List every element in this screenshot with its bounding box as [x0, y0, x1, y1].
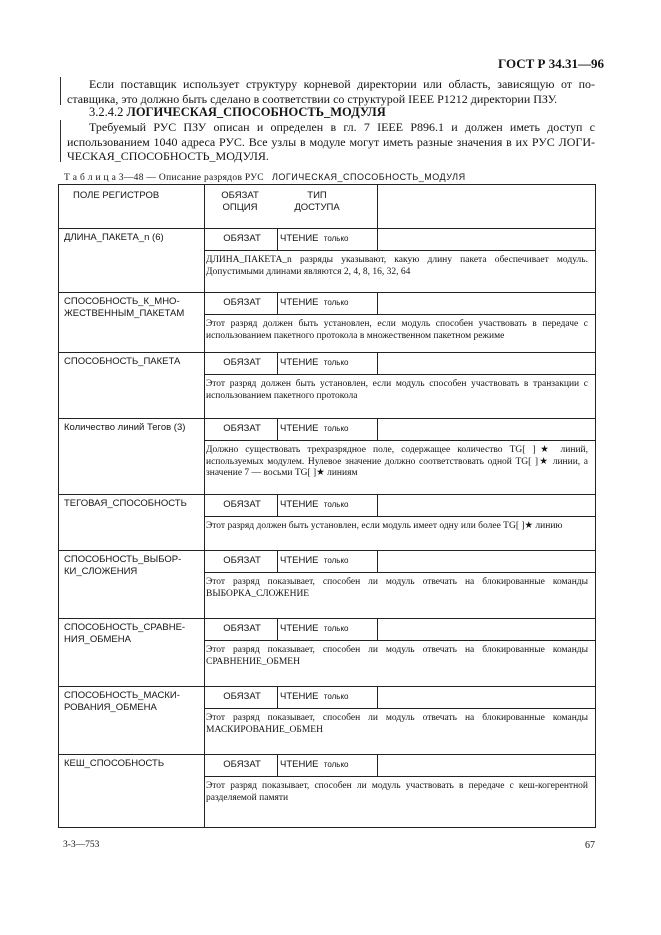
page-identifier: 3-3—753	[63, 840, 100, 850]
required-value: ОБЯЗАТ	[223, 623, 261, 634]
table-caption-label: Т а б л и ц а 3—48 — Описание разрядов РУС	[64, 173, 264, 183]
column-divider	[277, 292, 278, 314]
field-name-line: СПОСОБНОСТЬ_МАСКИ-	[64, 690, 180, 701]
access-type	[280, 623, 372, 634]
header-access-line-2: ДОСТУПА	[294, 202, 340, 213]
row-separator	[58, 418, 596, 419]
field-description: Этот разряд показывает, способен ли модуль участвовать в передаче с кеш-когерентной разделяемой памяти	[206, 781, 588, 803]
header-required-line-1: ОБЯЗАТ	[221, 190, 259, 201]
access-value: ЧТЕНИЕ	[280, 759, 319, 770]
required-value: ОБЯЗАТ	[223, 555, 261, 566]
column-divider	[377, 292, 378, 314]
access-value: ЧТЕНИЕ	[280, 233, 319, 244]
required-value: ОБЯЗАТ	[223, 233, 261, 244]
sub-row-separator	[204, 572, 596, 573]
access-type	[280, 499, 372, 510]
field-description: Этот разряд показывает, способен ли модуль отвечать на блокированные команды СРАВНЕНИЕ_ОБМЕН	[206, 645, 588, 667]
field-name-line: СПОСОБНОСТЬ_СРАВНЕ-	[64, 622, 186, 633]
column-divider	[277, 550, 278, 572]
field-name	[64, 690, 200, 713]
column-divider	[204, 352, 205, 418]
standard-code: ГОСТ Р 34.31—96	[498, 56, 604, 71]
field-name-line: Количество линий Тегов (3)	[64, 422, 186, 433]
field-name	[64, 758, 200, 770]
row-separator	[58, 618, 596, 619]
field-name	[64, 554, 200, 577]
row-separator	[58, 292, 596, 293]
header-access-line-1: ТИП	[307, 190, 327, 201]
sub-row-separator	[204, 776, 596, 777]
column-divider	[204, 418, 205, 494]
field-name-line: ДЛИНА_ПАКЕТА_n (6)	[64, 232, 164, 243]
field-name-line: НИЯ_ОБМЕНА	[64, 633, 131, 645]
required-value: ОБЯЗАТ	[223, 297, 261, 308]
field-name-line: СПОСОБНОСТЬ_ПАКЕТА	[64, 356, 181, 367]
sub-row-separator	[204, 440, 596, 441]
table-border	[58, 827, 596, 828]
column-divider	[277, 418, 278, 440]
access-value: ЧТЕНИЕ	[280, 555, 319, 566]
access-note: только	[323, 760, 349, 769]
column-divider	[277, 754, 278, 776]
access-note: только	[323, 298, 349, 307]
access-note: только	[323, 424, 349, 433]
section-text: Требуемый РУС ПЗУ описан и определен в гл. 7 IEEE Р896.1 и должен иметь доступ с использованием 1040 адреса РУС. Все узлы в модуле могут иметь разные значения в их РУС ЛОГИЧЕСКАЯ_СПОСОБНОСТЬ_МОДУЛЯ.	[67, 120, 595, 163]
column-divider	[204, 228, 205, 292]
sub-row-separator	[204, 708, 596, 709]
change-bar	[60, 120, 61, 162]
sub-row-separator	[204, 516, 596, 517]
column-divider	[377, 352, 378, 374]
column-divider	[277, 494, 278, 516]
section-heading	[89, 105, 386, 120]
field-name-line: ТЕГОВАЯ_СПОСОБНОСТЬ	[64, 498, 187, 509]
column-divider	[204, 618, 205, 686]
required-value: ОБЯЗАТ	[223, 759, 261, 770]
access-type	[280, 423, 372, 434]
access-note: только	[323, 556, 349, 565]
sub-row-separator	[204, 314, 596, 315]
paragraph-text: Если поставщик использует структуру корневой директории или область, зависящую от поставщика, это должно быть сделано в соответствии со структурой IEEE P1212 директории ПЗУ.	[67, 77, 595, 106]
row-separator	[58, 550, 596, 551]
field-description: Этот разряд показывает, способен ли модуль отвечать на блокированные команды МАСКИРОВАНИЕ_ОБМЕН	[206, 713, 588, 735]
field-name-line: ЖЕСТВЕННЫМ_ПАКЕТАМ	[64, 307, 185, 319]
field-name-line: КЕШ_СПОСОБНОСТЬ	[64, 758, 165, 769]
row-separator	[58, 352, 596, 353]
page-number: 67	[585, 840, 595, 851]
row-separator	[58, 686, 596, 687]
table-caption-title: ЛОГИЧЕСКАЯ_СПОСОБНОСТЬ_МОДУЛЯ	[271, 172, 466, 182]
field-description: Этот разряд должен быть установлен, если модуль имеет одну или более TG[ ]★ линию	[206, 521, 563, 531]
required-value: ОБЯЗАТ	[223, 423, 261, 434]
access-type	[280, 691, 372, 702]
paragraph	[67, 77, 595, 106]
table-border	[204, 184, 205, 228]
field-name-line: СПОСОБНОСТЬ_ВЫБОР-	[64, 554, 182, 565]
header-access	[282, 190, 352, 214]
column-divider	[277, 686, 278, 708]
field-description: Должно существовать трехразрядное поле, содержащее количество TG[ ]★ линий, используемых модулем. Нулевое значение должно соответствовать одной TG[ ]★ линии, а значение 7 — восьми TG[ ]★ линиям	[206, 445, 588, 478]
field-name	[64, 622, 200, 645]
column-divider	[377, 754, 378, 776]
access-value: ЧТЕНИЕ	[280, 623, 319, 634]
sub-row-separator	[204, 250, 596, 251]
column-divider	[377, 228, 378, 250]
field-name-line: КИ_СЛОЖЕНИЯ	[64, 565, 138, 577]
field-description: ДЛИНА_ПАКЕТА_n разряды указывают, какую длину пакета обеспечивает модуль. Допустимыми длинами являются 2, 4, 8, 16, 32, 64	[206, 255, 588, 277]
column-divider	[204, 686, 205, 754]
field-name	[64, 296, 200, 319]
field-name	[64, 232, 200, 244]
table-border	[58, 184, 59, 828]
column-divider	[204, 754, 205, 827]
access-note: только	[323, 234, 349, 243]
table-border	[58, 228, 596, 229]
column-divider	[377, 686, 378, 708]
access-type	[280, 759, 372, 770]
column-divider	[277, 618, 278, 640]
access-value: ЧТЕНИЕ	[280, 423, 319, 434]
column-divider	[377, 618, 378, 640]
field-description: Этот разряд показывает, способен ли модуль отвечать на блокированные команды ВЫБОРКА_СЛОЖЕНИЕ	[206, 577, 588, 599]
field-name	[64, 498, 200, 510]
column-divider	[377, 550, 378, 572]
access-type	[280, 555, 372, 566]
access-note: только	[323, 500, 349, 509]
field-name	[64, 422, 200, 434]
access-type	[280, 297, 372, 308]
field-name-line: СПОСОБНОСТЬ_К_МНО-	[64, 296, 180, 307]
sub-row-separator	[204, 374, 596, 375]
column-divider	[377, 494, 378, 516]
column-divider	[204, 292, 205, 352]
row-separator	[58, 494, 596, 495]
access-value: ЧТЕНИЕ	[280, 499, 319, 510]
table-border	[595, 184, 596, 828]
access-note: только	[323, 624, 349, 633]
change-bar	[60, 77, 61, 105]
header-required-line-2: ОПЦИЯ	[222, 202, 258, 213]
field-name-line: РОВАНИЯ_ОБМЕНА	[64, 701, 157, 713]
access-value: ЧТЕНИЕ	[280, 357, 319, 368]
section-paragraph	[67, 120, 595, 164]
table-border	[377, 184, 378, 228]
sub-row-separator	[204, 640, 596, 641]
access-value: ЧТЕНИЕ	[280, 691, 319, 702]
required-value: ОБЯЗАТ	[223, 691, 261, 702]
row-separator	[58, 754, 596, 755]
column-divider	[277, 228, 278, 250]
section-title: ЛОГИЧЕСКАЯ_СПОСОБНОСТЬ_МОДУЛЯ	[126, 105, 386, 119]
required-value: ОБЯЗАТ	[223, 357, 261, 368]
table-border	[58, 184, 596, 185]
column-divider	[204, 494, 205, 550]
required-value: ОБЯЗАТ	[223, 499, 261, 510]
column-divider	[377, 418, 378, 440]
access-note: только	[323, 358, 349, 367]
access-note: только	[323, 692, 349, 701]
field-name	[64, 356, 200, 368]
column-divider	[204, 550, 205, 618]
field-description: Этот разряд должен быть установлен, если модуль способен участвовать в транзакции с использованием пакетного протокола	[206, 379, 588, 401]
header-field: ПОЛЕ РЕГИСТРОВ	[73, 190, 160, 201]
table-caption	[64, 172, 466, 183]
section-number: 3.2.4.2	[89, 105, 124, 119]
access-type	[280, 233, 372, 244]
field-description: Этот разряд должен быть установлен, если модуль способен участвовать в передаче с использованием пакетного протокола в множественном пакетном режиме	[206, 319, 588, 341]
access-value: ЧТЕНИЕ	[280, 297, 319, 308]
column-divider	[277, 352, 278, 374]
access-type	[280, 357, 372, 368]
header-required	[210, 190, 270, 214]
